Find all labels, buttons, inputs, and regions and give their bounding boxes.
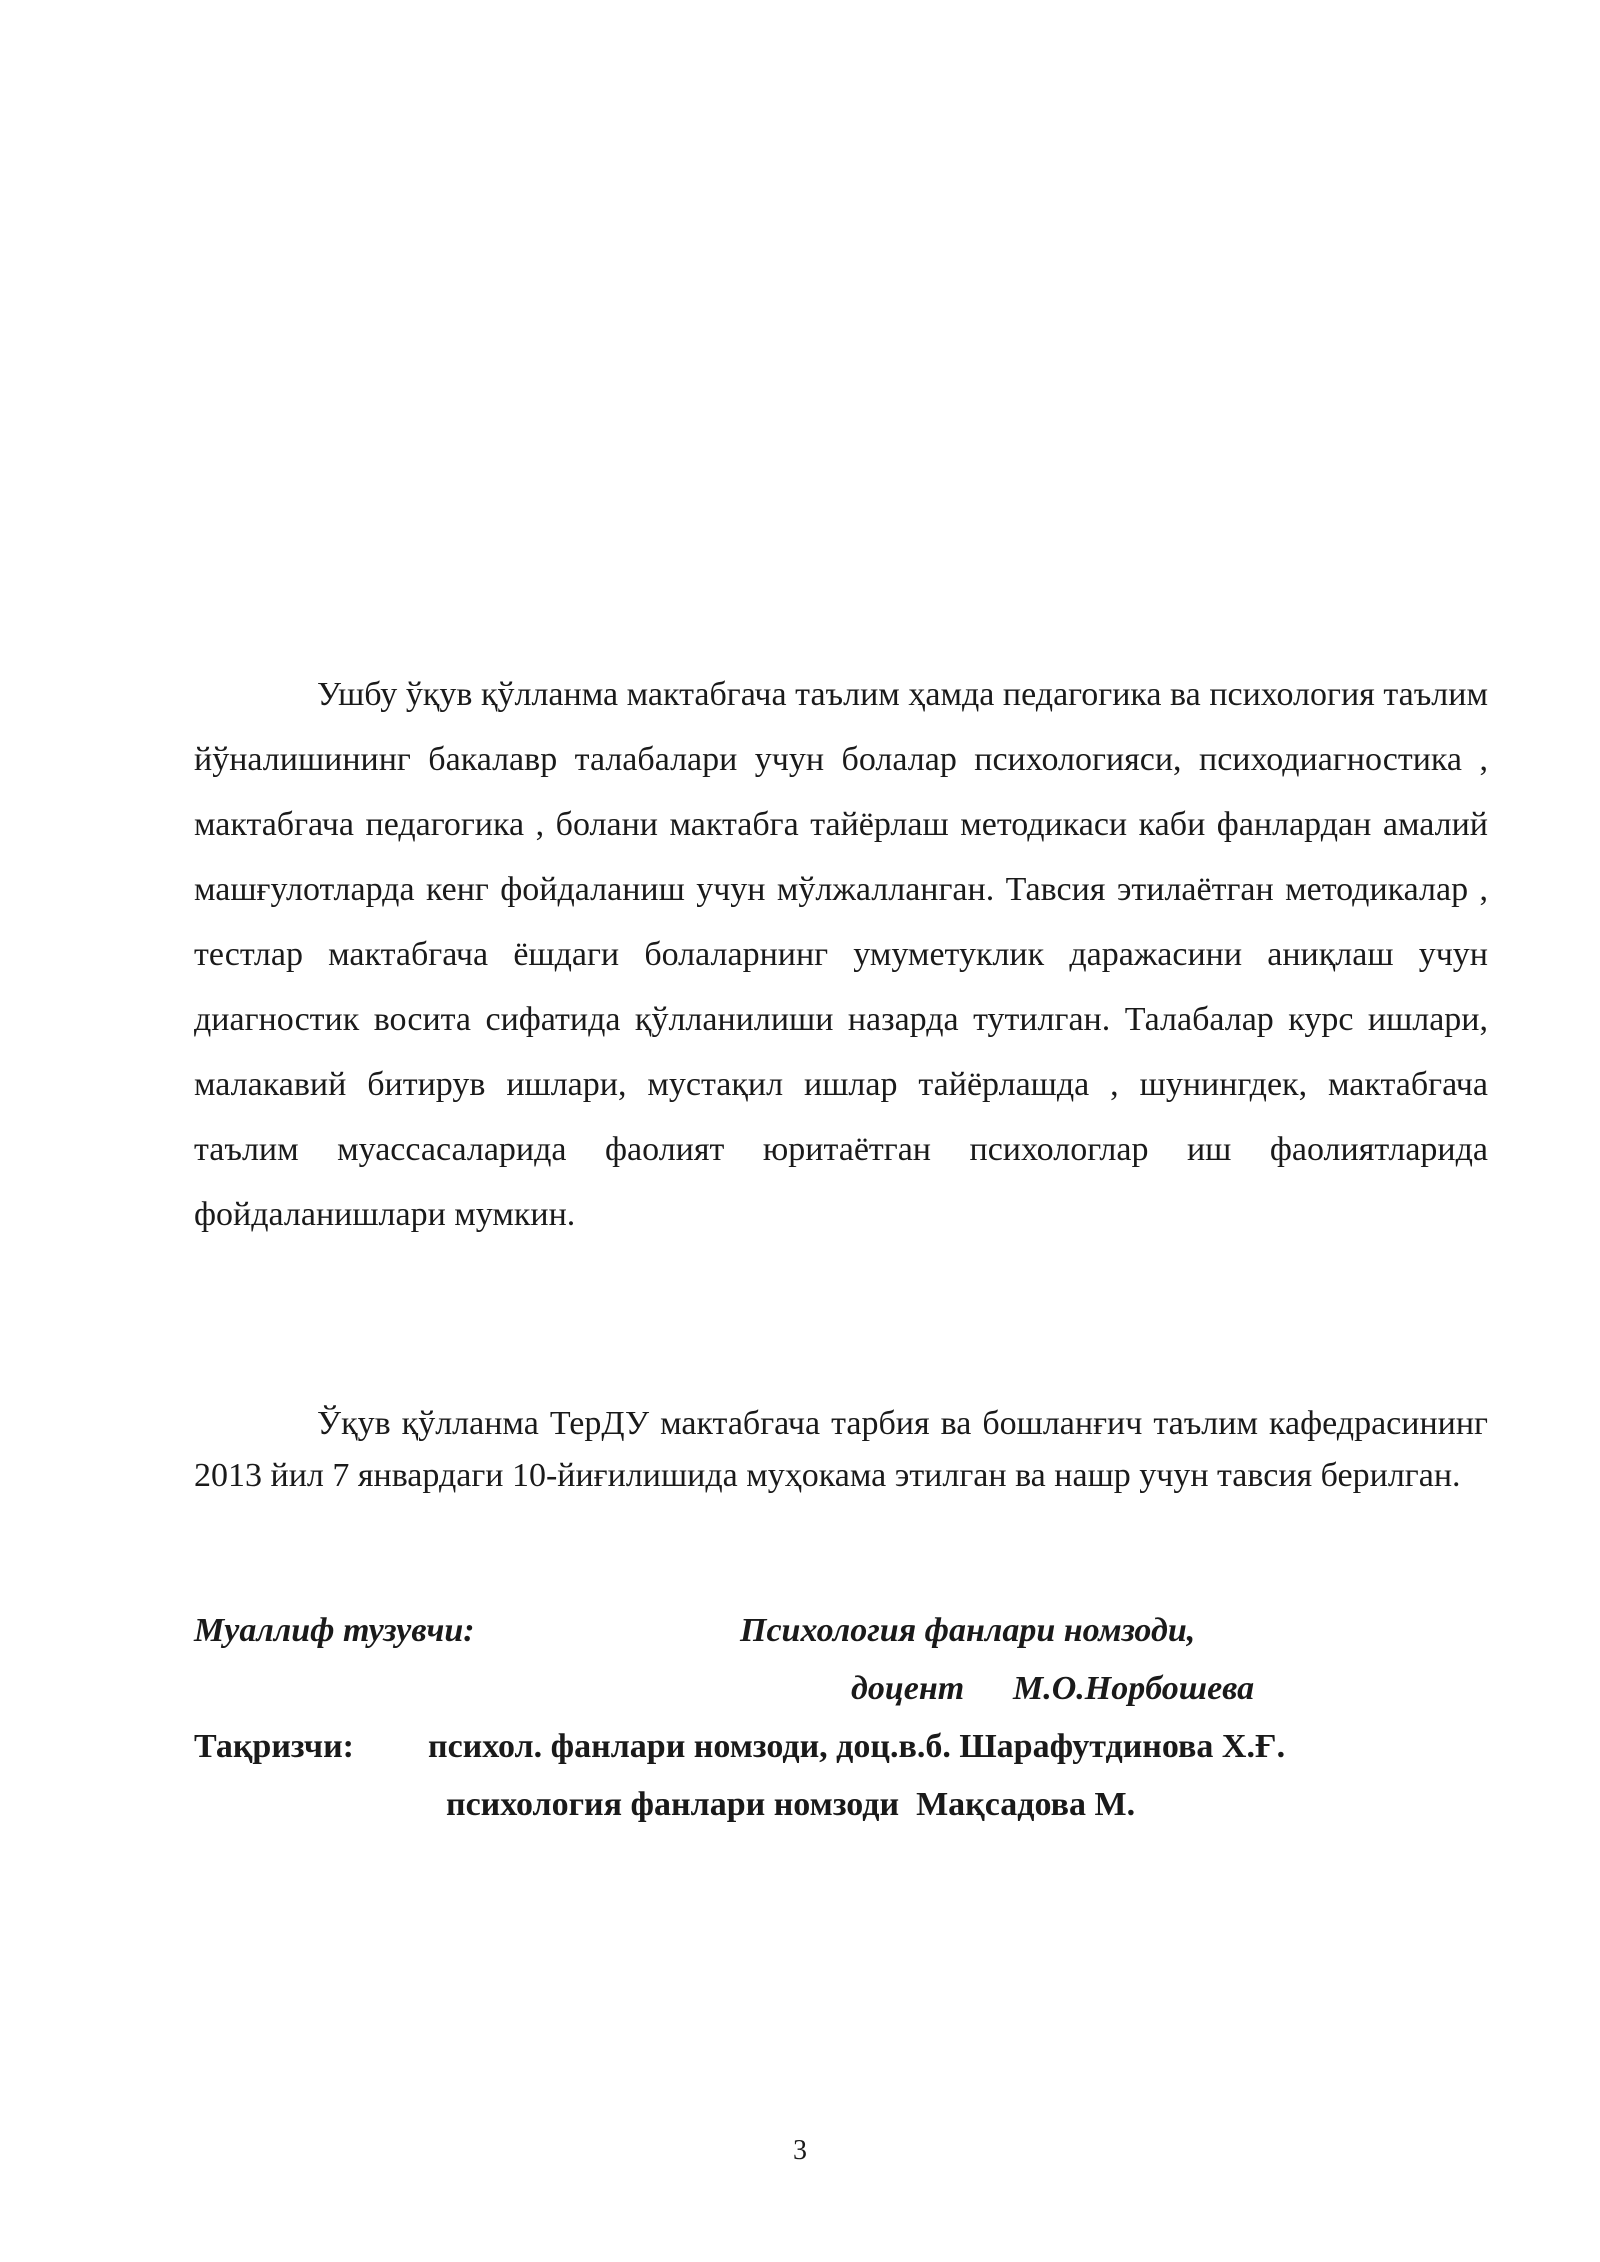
author-name: М.О.Норбошева [1013,1670,1255,1707]
author-label: Муаллиф тузувчи: [194,1612,475,1649]
author-title: Психология фанлари номзоди, [740,1612,1196,1649]
body-paragraph-purpose: Ушбу ўқув қўлланма мактабгача таълим ҳамда педагогика ва психология таълим йўналишининг бакалавр талабалари учун болалар психологияси, психодиагностика , мактабгача педагогика , болани мактабга тайёрлаш методикаси каби фанлардан амалий машғулотларда кенг фойдаланиш учун мўлжалланган. Тавсия этилаётган методикалар , тестлар мактабгача ёшдаги болаларнинг умуметуклик даражасини аниқлаш учун диагностик восита сифатида қўлланилиши назарда тутилган. Талабалар курс ишлари, малакавий битирув ишлари, мустақил ишлар тайёрлашда , шунингдек, мактабгача таълим муассасаларида фаолият юритаётган психологлар иш фаолиятларида фойдаланишлари мумкин. [194,676,1488,1233]
body-paragraph-approval: Ўқув қўлланма ТерДУ мактабгача тарбия ва бошланғич таълим кафедрасининг 2013 йил 7 январдаги 10-йиғилишида муҳокама этилган ва нашр учун тавсия берилган. [194,1405,1488,1494]
author-position: доцент [851,1670,965,1707]
reviewer-label: Тақризчи: [194,1728,354,1765]
reviewer-1: психол. фанлари номзоди, доц.в.б. Шарафутдинова Х.Ғ. [428,1728,1286,1765]
page-number: 3 [793,2135,807,2166]
reviewer-2: психология фанлари номзоди Мақсадова М. [446,1786,1136,1823]
